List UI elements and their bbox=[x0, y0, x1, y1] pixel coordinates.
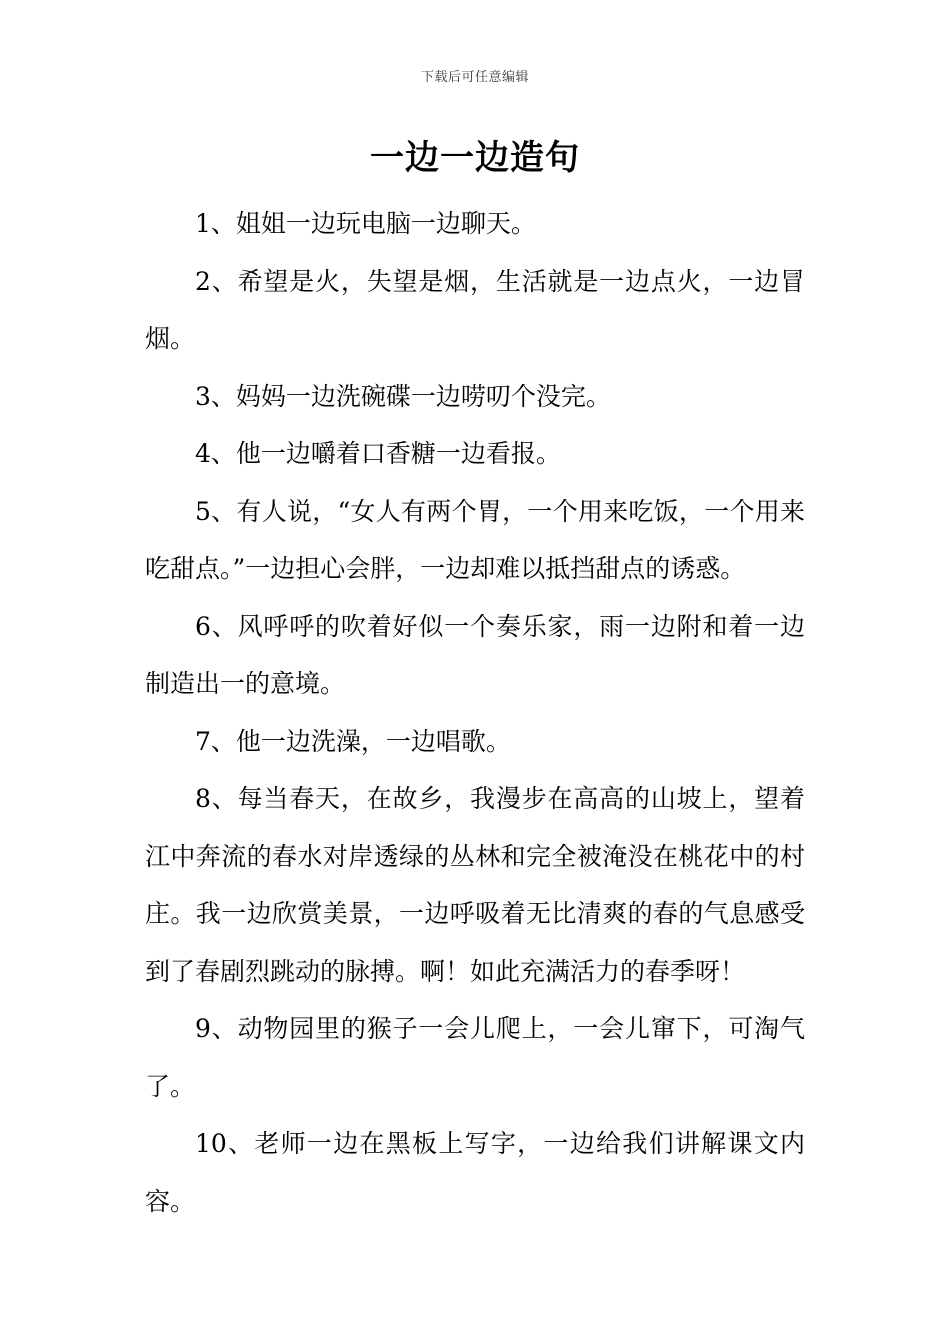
paragraph-6: 6、风呼呼的吹着好似一个奏乐家，雨一边附和着一边制造出一的意境。 bbox=[145, 611, 805, 698]
paragraph-3: 3、妈妈一边洗碗碟一边唠叨个没完。 bbox=[195, 381, 611, 411]
document-body bbox=[145, 195, 805, 1230]
paragraph-7: 7、他一边洗澡，一边唱歌。 bbox=[195, 726, 511, 756]
paragraph-1: 1、姐姐一边玩电脑一边聊天。 bbox=[195, 209, 536, 238]
paragraph-5: 5、有人说，“女人有两个胃，一个用来吃饭，一个用来吃甜点。”一边担心会胖，一边却难以抵挡甜点的诱惑。 bbox=[145, 496, 805, 583]
paragraph-9: 9、动物园里的猴子一会儿爬上，一会儿窜下，可淘气了。 bbox=[145, 1014, 805, 1101]
paragraph-4: 4、他一边嚼着口香糖一边看报。 bbox=[195, 439, 561, 468]
header-note: 下载后可任意编辑 bbox=[420, 70, 529, 85]
paragraph-10: 10、老师一边在黑板上写字，一边给我们讲解课文内容。 bbox=[145, 1129, 805, 1216]
page-title: 一边一边造句 bbox=[370, 138, 580, 178]
paragraph-8: 8、每当春天，在故乡，我漫步在高高的山坡上，望着江中奔流的春水对岸透绿的丛林和完全被淹没在桃花中的村庄。我一边欣赏美景，一边呼吸着无比清爽的春的气息感受到了春剧烈跳动的脉搏。啊！如此充满活力的春季呀！ bbox=[145, 784, 805, 986]
paragraph-2: 2、希望是火，失望是烟，生活就是一边点火，一边冒烟。 bbox=[145, 266, 805, 353]
